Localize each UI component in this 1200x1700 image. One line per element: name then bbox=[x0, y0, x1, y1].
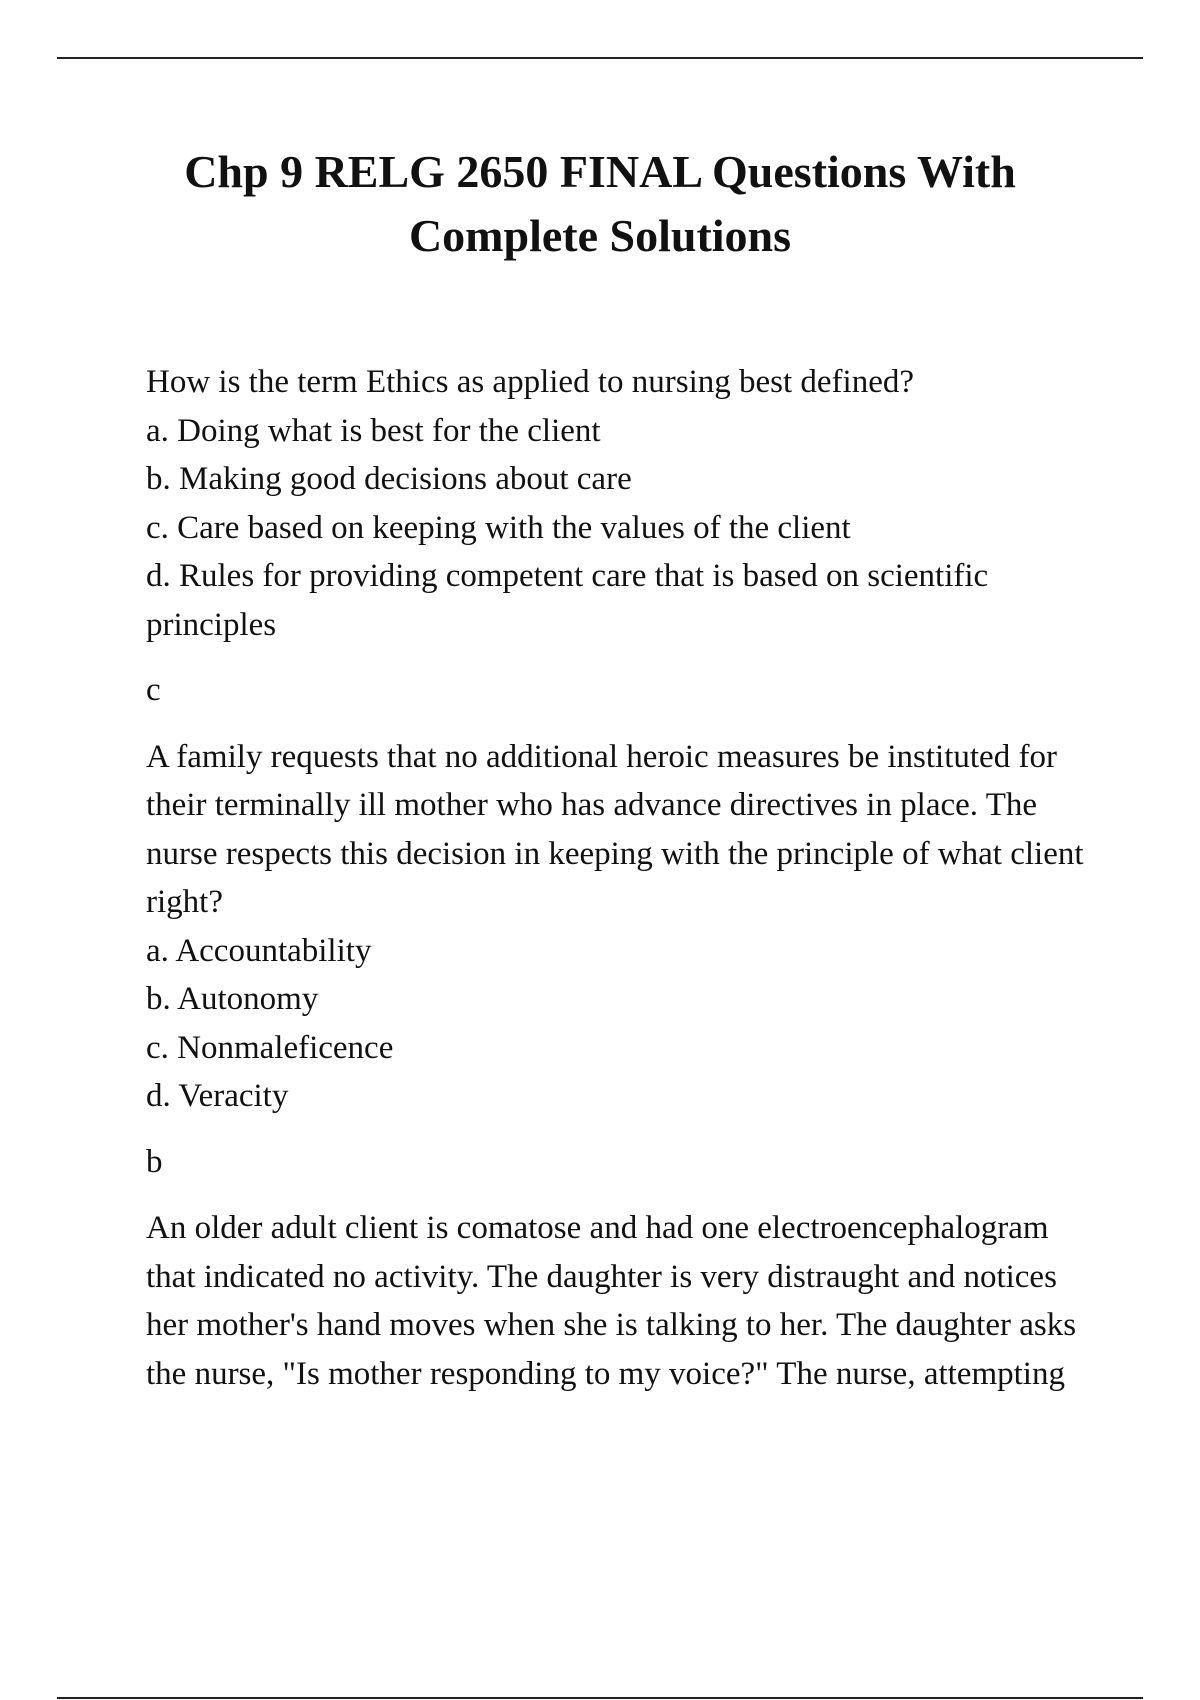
answer-option-c: c. Care based on keeping with the values of the client bbox=[146, 509, 851, 546]
answer-option-c: c. Nonmaleficence bbox=[146, 1029, 394, 1066]
answer-option-a: a. Accountability bbox=[146, 932, 372, 969]
question-text: An older adult client is comatose and had one electroencephalogram that indicated no activity. The daughter is very distraught and notices her mother's hand moves when she is talking to her. The daughter asks the nurse, "Is mother responding to my voice?" The nurse, attempting bbox=[146, 1210, 1077, 1392]
footer-rule bbox=[57, 1697, 1143, 1699]
question-block-1 bbox=[146, 358, 1106, 715]
answer-option-b: b. Making good decisions about care bbox=[146, 461, 632, 497]
answer-option-d: d. Veracity bbox=[146, 1078, 289, 1114]
question-text: A family requests that no additional heroic measures be instituted for their terminally ill mother who has advance directives in place. The nurse respects this decision in keeping with the principle of what client right? bbox=[146, 738, 1084, 920]
question-text: How is the term Ethics as applied to nursing best defined? bbox=[146, 364, 914, 400]
header-rule bbox=[57, 57, 1143, 59]
answer-option-d: d. Rules for providing competent care that is based on scientific principles bbox=[146, 558, 989, 643]
correct-answer: b bbox=[146, 1143, 163, 1180]
answer-option-a: a. Doing what is best for the client bbox=[146, 412, 601, 449]
document-body bbox=[146, 358, 1106, 1398]
question-block-2 bbox=[146, 733, 1106, 1187]
correct-answer: c bbox=[146, 672, 161, 708]
answer-option-b: b. Autonomy bbox=[146, 981, 319, 1017]
question-block-3 bbox=[146, 1204, 1106, 1398]
document-title: Chp 9 RELG 2650 FINAL Questions With Complete Solutions bbox=[184, 146, 1016, 261]
